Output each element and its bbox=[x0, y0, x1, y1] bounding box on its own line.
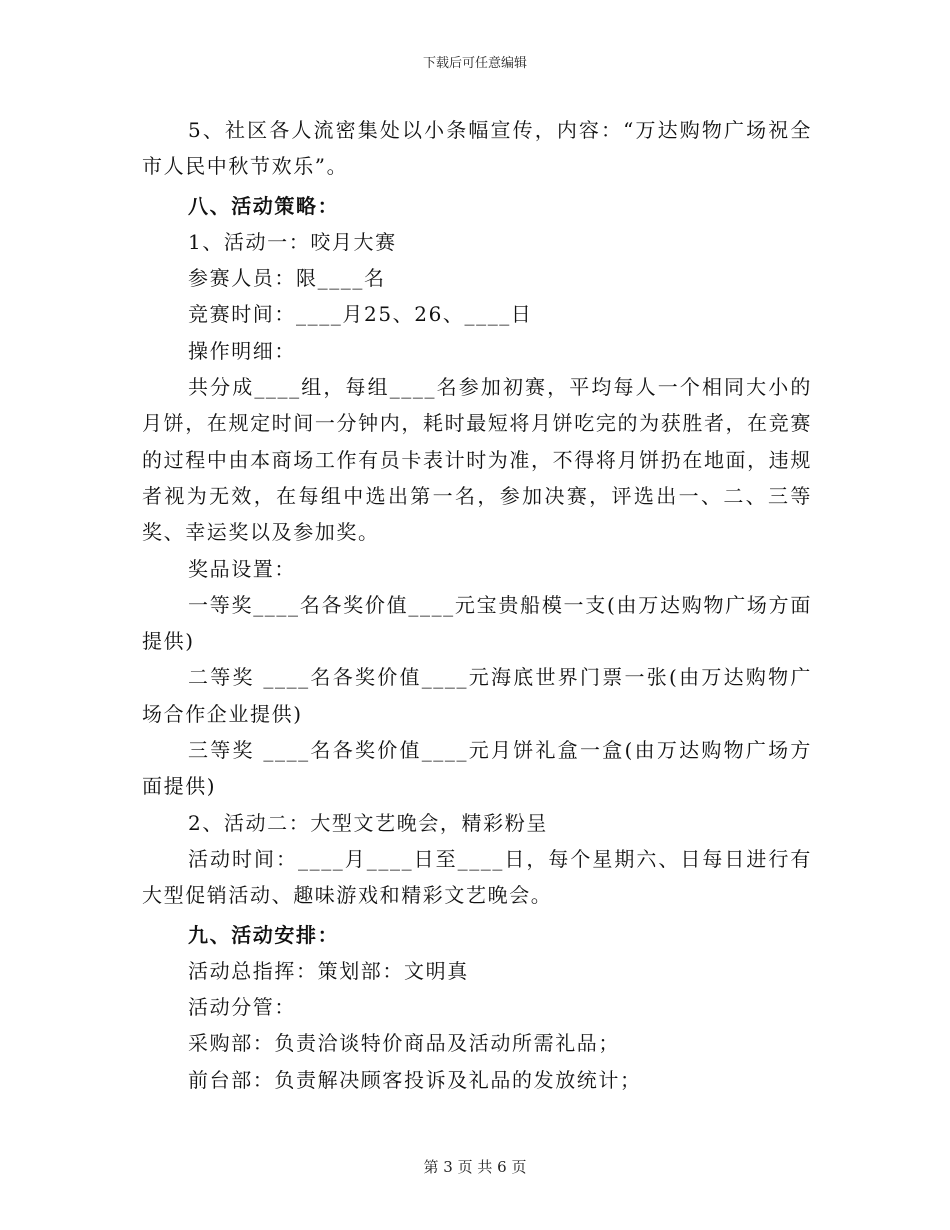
paragraph-commander: 活动总指挥：策划部：文明真 bbox=[188, 958, 469, 983]
paragraph-activity-time: 活动时间：____月____日至____日，每个星期六、日每日进行有大型促销活动、趣味游戏和精彩文艺晚会。 bbox=[142, 846, 812, 908]
paragraph-first-prize: 一等奖____名各奖价值____元宝贵船模一支(由万达购物广场方面提供) bbox=[142, 592, 812, 654]
paragraph-contest-rules: 共分成____组，每组____名参加初赛，平均每人一个相同大小的月饼，在规定时间一分钟内，耗时最短将月饼吃完的为获胜者，在竞赛的过程中由本商场工作有员卡表计时为准，不得将月饼扔在地面，违规者视为无效，在每组中选出第一名，参加决赛，评选出一、二、三等奖、幸运奖以及参加奖。 bbox=[142, 375, 812, 545]
page-header: 下载后可任意编辑 bbox=[422, 56, 527, 71]
paragraph-purchasing: 采购部：负责洽谈特价商品及活动所需礼品； bbox=[188, 1031, 620, 1056]
paragraph-operation-details: 操作明细： bbox=[188, 338, 296, 363]
page-footer: 第 3 页 共 6 页 bbox=[423, 1158, 527, 1176]
paragraph-banner: 5、社区各人流密集处以小条幅宣传，内容：“万达购物广场祝全市人民中秋节欢乐”。 bbox=[142, 118, 812, 179]
paragraph-participants: 参赛人员：限____名 bbox=[188, 266, 386, 291]
paragraph-activity-one: 1、活动一：咬月大赛 bbox=[188, 229, 397, 254]
paragraph-prize-setup: 奖品设置： bbox=[188, 556, 296, 581]
paragraph-management: 活动分管： bbox=[188, 995, 296, 1020]
paragraph-second-prize: 二等奖 ____名各奖价值____元海底世界门票一张(由万达购物广场合作企业提供) bbox=[142, 665, 812, 726]
paragraph-contest-time: 竞赛时间：____月25、26、____日 bbox=[188, 302, 533, 327]
heading-strategy: 八、活动策略： bbox=[188, 193, 340, 218]
paragraph-front-desk: 前台部：负责解决顾客投诉及礼品的发放统计； bbox=[188, 1067, 642, 1092]
paragraph-third-prize: 三等奖 ____名各奖价值____元月饼礼盒一盒(由万达购物广场方面提供) bbox=[142, 738, 812, 799]
paragraph-activity-two: 2、活动二：大型文艺晚会，精彩粉呈 bbox=[188, 810, 548, 835]
document-body bbox=[142, 112, 812, 1098]
heading-arrangement: 九、活动安排： bbox=[188, 922, 340, 947]
